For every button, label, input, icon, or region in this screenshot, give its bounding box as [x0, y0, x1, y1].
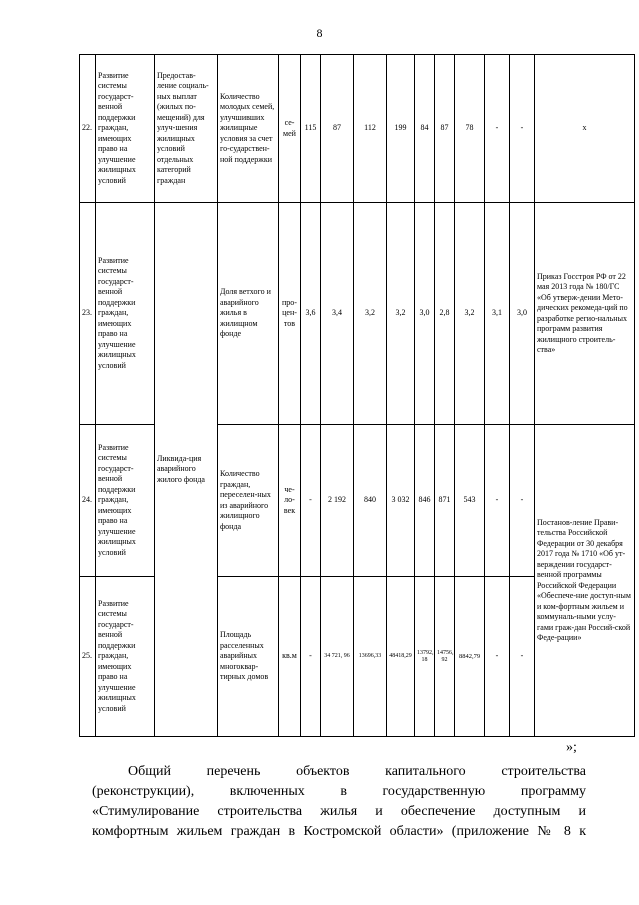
value-cell: 3,2 [387, 203, 415, 425]
value-cell: - [485, 55, 510, 203]
paragraph-line: «Стимулирование строительства жилья и обеспечение доступным и [92, 804, 586, 819]
value-cell: 3,6 [301, 203, 321, 425]
value-cell: 3,2 [455, 203, 485, 425]
value-cell: 3,2 [354, 203, 387, 425]
unit-cell: про-цен-тов [279, 203, 301, 425]
value-cell: 84 [415, 55, 435, 203]
value-cell: 3,1 [485, 203, 510, 425]
value-cell: 3,0 [510, 203, 535, 425]
indicator-cell: Количество молодых семей, улучшивших жилищные условия за счет го-сударствен-ной поддержки [218, 55, 279, 203]
source-cell: х [535, 55, 635, 203]
value-cell: - [510, 577, 535, 737]
value-cell: 34 721, 96 [321, 577, 354, 737]
value-cell: 13696,33 [354, 577, 387, 737]
value-cell: 87 [435, 55, 455, 203]
value-cell: 14756, 92 [435, 577, 455, 737]
value-cell: 78 [455, 55, 485, 203]
unit-cell: се-мей [279, 55, 301, 203]
value-cell: - [301, 577, 321, 737]
indicators-table [79, 54, 635, 737]
row-number: 23. [80, 203, 96, 425]
value-cell: - [485, 425, 510, 577]
value-cell: 13792, 18 [415, 577, 435, 737]
value-cell: 3 032 [387, 425, 415, 577]
source-cell: Приказ Госстроя РФ от 22 мая 2013 года № 180/ГС «Об утверж-дении Мето-дических рекомеда-ций по разработке регио-нальных программ развития жилищного строитель-ства» [535, 203, 635, 425]
value-cell: 840 [354, 425, 387, 577]
value-cell: - [510, 55, 535, 203]
paragraph-line: Общий перечень объектов капитального строительства [128, 764, 586, 779]
value-cell: 8842,79 [455, 577, 485, 737]
paragraph-line: (реконструкции), включенных в государственную программу [92, 784, 586, 799]
source-cell-merged: Постанов-ление Прави-тельства Российской Федерации от 30 декабря 2017 года № 1710 «Об ут-верждении государст-венной программы Российской Федерации «Обеспече-ние доступ-ным и ком-фортным жильем и коммуналь-ными услу-гами граж-дан Россий-ской Феде-рации» [535, 425, 635, 737]
page-number: 8 [316, 26, 323, 40]
row-number: 25. [80, 577, 96, 737]
table-row [80, 55, 635, 203]
indicator-cell: Площадь расселенных аварийных многоквар-тирных домов [218, 577, 279, 737]
indicator-cell: Доля ветхого и аварийного жилья в жилищном фонде [218, 203, 279, 425]
measure-cell: Предостав-ление социаль-ных выплат (жилых по-мещений) для улуч-шения жилищных условий отдельных категорий граждан [155, 55, 218, 203]
row-number: 22. [80, 55, 96, 203]
value-cell: 3,0 [415, 203, 435, 425]
closing-quote: »; [566, 740, 577, 755]
value-cell: 3,4 [321, 203, 354, 425]
indicator-cell: Количество граждан, переселен-ных из аварийного жилищного фонда [218, 425, 279, 577]
paragraph-line: комфортным жильем граждан в Костромской области» (приложение № 8 к [92, 824, 586, 839]
row-number: 24. [80, 425, 96, 577]
value-cell: 2,8 [435, 203, 455, 425]
measure-cell-merged: Ликвида-ция аварийного жилого фонда [155, 203, 218, 737]
value-cell: - [485, 577, 510, 737]
body-paragraph [92, 762, 586, 842]
value-cell: 48418,29 [387, 577, 415, 737]
value-cell: 846 [415, 425, 435, 577]
task-cell: Развитие системы государст-венной поддержки граждан, имеющих право на улучшение жилищных условий [96, 203, 155, 425]
task-cell: Развитие системы государст-венной поддержки граждан, имеющих право на улучшение жилищных условий [96, 425, 155, 577]
value-cell: - [510, 425, 535, 577]
unit-cell: че-ло-век [279, 425, 301, 577]
task-cell: Развитие системы государст-венной поддержки граждан, имеющих право на улучшение жилищных условий [96, 55, 155, 203]
value-cell: 2 192 [321, 425, 354, 577]
value-cell: 112 [354, 55, 387, 203]
unit-cell: кв.м [279, 577, 301, 737]
task-cell: Развитие системы государст-венной поддержки граждан, имеющих право на улучшение жилищных условий [96, 577, 155, 737]
value-cell: 199 [387, 55, 415, 203]
value-cell: 543 [455, 425, 485, 577]
table-row [80, 203, 635, 425]
value-cell: 871 [435, 425, 455, 577]
value-cell: 115 [301, 55, 321, 203]
value-cell: 87 [321, 55, 354, 203]
value-cell: - [301, 425, 321, 577]
